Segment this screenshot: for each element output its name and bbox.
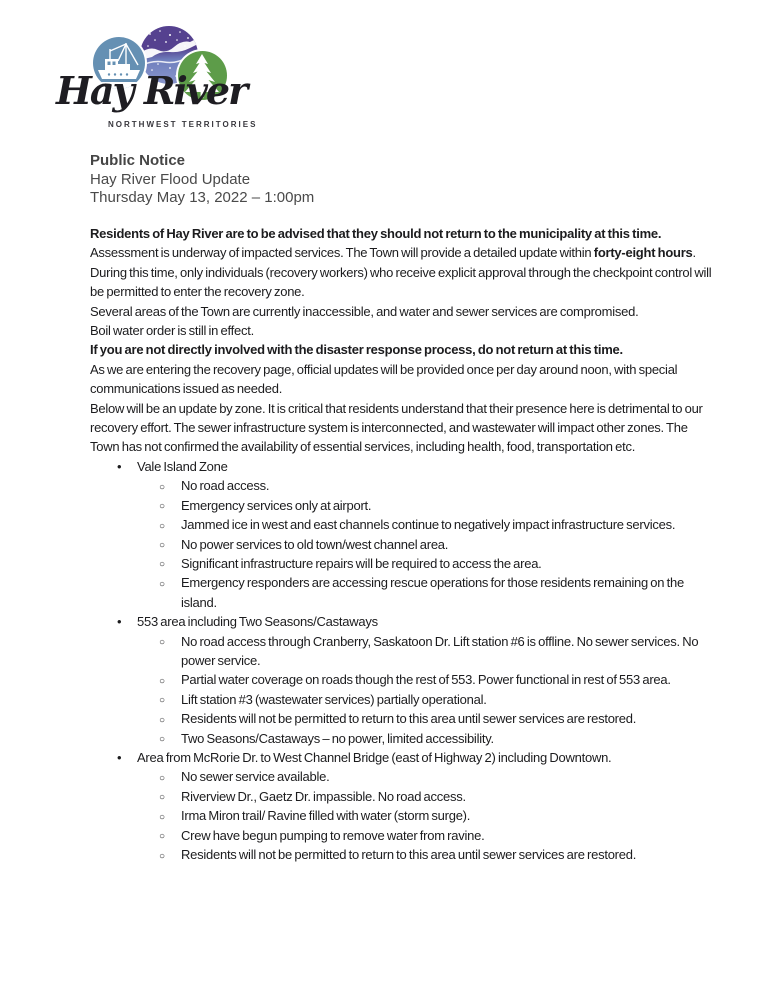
zone-bullet-icon: • <box>117 614 122 630</box>
body-paragraph: Below will be an update by zone. It is critical that residents understand that their presence here is detrimental to our recovery effort. The sewer infrastructure system is interconnected, and wastewater will impact other zones. The Town has not confirmed the availability of essential services, including health, food, transportation etc. <box>90 400 703 455</box>
sub-bullet-icon: ○ <box>159 850 165 862</box>
sub-bullet-icon: ○ <box>159 637 165 649</box>
sub-bullet-icon: ○ <box>159 520 165 532</box>
logo-region-label: NORTHWEST TERRITORIES <box>108 120 258 129</box>
zone-subitem-text: Lift station #3 (wastewater services) partially operational. <box>181 691 487 707</box>
sub-bullet-icon: ○ <box>159 675 165 687</box>
zone-subitem-text: Partial water coverage on roads though the rest of 553. Power functional in rest of 553 area. <box>181 672 671 688</box>
zone-subitem <box>90 690 712 709</box>
zone-subitem-text: No road access through Cranberry, Saskatoon Dr. Lift station #6 is offline. No sewer services. No power service. <box>181 633 699 668</box>
zone-item <box>90 612 712 631</box>
body-paragraph: Boil water order is still in effect. <box>90 323 254 339</box>
zone-subitem-text: Significant infrastructure repairs will be required to access the area. <box>181 555 542 571</box>
sub-bullet-icon: ○ <box>159 540 165 551</box>
notice-subtitle: Hay River Flood Update <box>90 170 251 188</box>
zone-subitem <box>90 496 712 515</box>
zone-subitem <box>90 515 712 534</box>
zone-subitem <box>90 806 712 825</box>
zone-bullet-icon: • <box>117 749 122 765</box>
zone-subitem-text: Riverview Dr., Gaetz Dr. impassible. No road access. <box>181 788 466 804</box>
zone-subitem-text: No road access. <box>181 478 270 494</box>
zone-subitem <box>90 476 712 495</box>
zone-bullet-icon: • <box>117 458 122 474</box>
sub-bullet-icon: ○ <box>159 714 165 726</box>
zone-subitem <box>90 632 712 671</box>
zone-subitem <box>90 554 712 573</box>
sub-bullet-icon: ○ <box>159 695 165 707</box>
body-paragraph: Assessment is underway of impacted services. The Town will provide a detailed update within forty-eight hours. During this time, only individuals (recovery workers) who receive explicit approval through the checkpoint control will be permitted to enter the recovery zone. <box>90 245 712 300</box>
zone-subitem-text: Jammed ice in west and east channels continue to negatively impact infrastructure services. <box>181 517 676 533</box>
zone-subitem-text: Irma Miron trail/ Ravine filled with water (storm surge). <box>181 808 471 824</box>
zone-subitem <box>90 709 712 728</box>
zone-item <box>90 748 712 767</box>
logo-wordmark: Hay River <box>56 68 247 113</box>
hay-river-logo <box>56 12 258 136</box>
zone-subitem <box>90 787 712 806</box>
sub-bullet-icon: ○ <box>159 734 165 746</box>
zone-item <box>90 457 712 476</box>
body-paragraph: Residents of Hay River are to be advised that they should not return to the municipality at this time. <box>90 226 662 241</box>
zone-subitem-text: Residents will not be permitted to return to this area until sewer services are restored. <box>181 847 637 862</box>
body-paragraph: If you are not directly involved with the disaster response process, do not return at this time. <box>90 342 623 358</box>
sub-bullet-icon: ○ <box>159 792 165 804</box>
zone-subitem-text: Emergency responders are accessing rescue operations for those residents remaining on the island. <box>181 575 684 610</box>
zone-subitem <box>90 845 712 864</box>
sub-bullet-icon: ○ <box>159 578 165 590</box>
notice-body <box>90 224 712 864</box>
zone-label: Vale Island Zone <box>137 458 228 474</box>
sub-bullet-icon: ○ <box>159 772 165 784</box>
sub-bullet-icon: ○ <box>159 481 165 493</box>
zone-subitem <box>90 535 712 554</box>
zone-label: Area from McRorie Dr. to West Channel Bridge (east of Highway 2) including Downtown. <box>137 749 612 765</box>
zone-subitem <box>90 767 712 786</box>
zone-subitem-text: No sewer service available. <box>181 769 330 785</box>
body-paragraph: As we are entering the recovery page, official updates will be provided once per day around noon, with special communications issued as needed. <box>90 361 678 397</box>
zone-label: 553 area including Two Seasons/Castaways <box>137 614 378 630</box>
zone-subitem-text: Residents will not be permitted to return to this area until sewer services are restored. <box>181 711 637 727</box>
zone-subitem-text: No power services to old town/west channel area. <box>181 536 449 552</box>
zone-subitem-text: Emergency services only at airport. <box>181 497 372 513</box>
sub-bullet-icon: ○ <box>159 831 165 843</box>
sub-bullet-icon: ○ <box>159 811 165 823</box>
zone-subitem-text: Crew have begun pumping to remove water from ravine. <box>181 827 485 843</box>
notice-title: Public Notice <box>90 152 186 169</box>
zone-subitem <box>90 826 712 845</box>
zone-subitem <box>90 573 712 612</box>
sub-bullet-icon: ○ <box>159 501 165 513</box>
notice-heading <box>90 152 314 208</box>
zone-subitem <box>90 729 712 748</box>
body-paragraph: Several areas of the Town are currently inaccessible, and water and sewer services are compromised. <box>90 303 639 319</box>
sub-bullet-icon: ○ <box>159 559 165 571</box>
zone-subitem-text: Two Seasons/Castaways – no power, limited accessibility. <box>181 730 494 746</box>
notice-datetime: Thursday May 13, 2022 – 1:00pm <box>90 189 315 207</box>
zone-subitem <box>90 670 712 689</box>
